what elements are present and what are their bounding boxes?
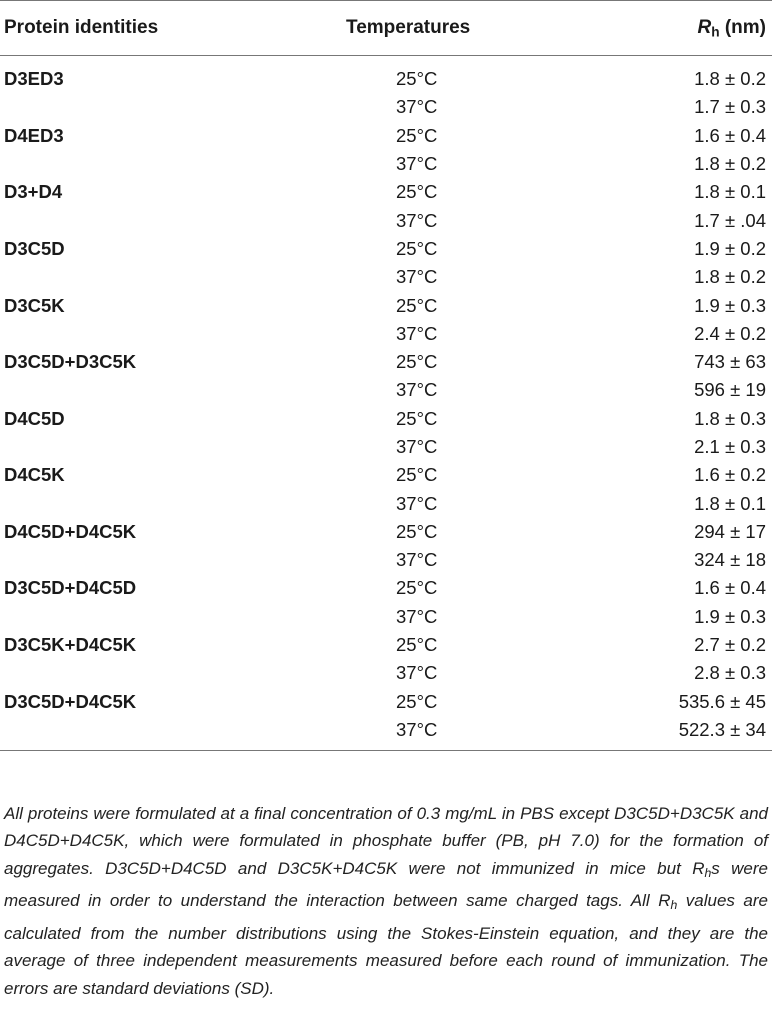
cell-protein: D3+D4	[4, 181, 63, 203]
cell-rh: 1.6 ± 0.4	[694, 577, 766, 599]
cell-temperature: 37°C	[396, 266, 438, 288]
footnote-rh-symbol-1: R	[692, 858, 705, 878]
cell-temperature: 37°C	[396, 436, 438, 457]
cell-rh: 1.9 ± 0.3	[694, 605, 766, 627]
cell-rh: 1.6 ± 0.2	[694, 464, 766, 486]
rh-subscript: h	[711, 24, 720, 40]
cell-temperature: 25°C	[396, 237, 438, 259]
table-row	[0, 178, 772, 206]
rh-symbol: R	[697, 16, 712, 38]
cell-rh: 2.4 ± 0.2	[694, 322, 766, 344]
cell-rh: 1.8 ± 0.1	[694, 492, 766, 514]
footnote-text-2: s were measured in order to understand the interaction between same charged tags. All	[4, 858, 768, 911]
table-row	[0, 574, 772, 602]
cell-rh: 1.7 ± 0.3	[694, 96, 766, 118]
header-rh	[548, 17, 772, 39]
table-row	[0, 206, 772, 234]
header-temperature: Temperatures	[346, 17, 471, 38]
cell-rh: 2.7 ± 0.2	[694, 634, 766, 656]
cell-rh: 2.1 ± 0.3	[694, 436, 766, 457]
table-row	[0, 150, 772, 178]
footnote-rh-sub-1: h	[704, 865, 712, 880]
cell-rh: 535.6 ± 45	[678, 690, 766, 712]
cell-temperature: 25°C	[396, 294, 438, 316]
bottom-rule	[0, 750, 772, 751]
table-row	[0, 65, 772, 93]
footnote-text-1: All proteins were formulated at a final concentration of 0.3 mg/mL in PBS except D3C5D+D3C5K and D4C5D+D4C5K, which were formulated in phosphate buffer (PB, pH 7.0) for the formation of aggregates. D3C5D+D4C5D and D3C5K+D4C5K were not immunized in mice but	[4, 804, 768, 878]
cell-protein: D3ED3	[4, 68, 64, 90]
cell-temperature: 25°C	[396, 407, 438, 429]
cell-protein: D3C5D+D4C5D	[4, 577, 137, 599]
table-row	[0, 518, 772, 546]
cell-rh: 294 ± 17	[694, 520, 766, 542]
cell-rh: 1.8 ± 0.1	[694, 181, 766, 203]
cell-rh: 1.8 ± 0.2	[694, 266, 766, 288]
table-row	[0, 320, 772, 348]
table-row	[0, 376, 772, 404]
cell-temperature: 25°C	[396, 351, 438, 373]
table-row	[0, 631, 772, 659]
table-row	[0, 291, 772, 319]
cell-protein: D3C5K+D4C5K	[4, 634, 137, 656]
cell-rh: 522.3 ± 34	[678, 718, 766, 740]
cell-rh: 1.7 ± .04	[694, 209, 766, 231]
cell-temperature: 37°C	[396, 662, 438, 684]
table-row	[0, 688, 772, 716]
cell-temperature: 37°C	[396, 153, 438, 175]
cell-temperature: 37°C	[396, 605, 438, 627]
table-row	[0, 405, 772, 433]
table-body	[0, 56, 772, 744]
table-row	[0, 93, 772, 121]
cell-rh: 1.6 ± 0.4	[694, 124, 766, 146]
header-protein: Protein identities	[4, 17, 159, 38]
table-header	[0, 1, 772, 55]
cell-protein: D3C5D	[4, 237, 65, 259]
table-row	[0, 603, 772, 631]
cell-protein: D4C5D	[4, 407, 65, 429]
cell-protein: D4C5D+D4C5K	[4, 520, 137, 542]
cell-temperature: 37°C	[396, 322, 438, 344]
cell-rh: 324 ± 18	[694, 549, 766, 571]
cell-protein: D3C5D+D3C5K	[4, 351, 137, 373]
cell-temperature: 37°C	[396, 209, 438, 231]
table-footnote	[4, 800, 768, 1002]
cell-protein: D3C5K	[4, 294, 65, 316]
cell-protein: D4ED3	[4, 124, 64, 146]
cell-temperature: 37°C	[396, 549, 438, 571]
table-row	[0, 716, 772, 744]
rh-unit: (nm)	[719, 16, 766, 38]
cell-rh: 1.9 ± 0.3	[694, 294, 766, 316]
cell-temperature: 37°C	[396, 718, 438, 740]
table-row	[0, 235, 772, 263]
table-row	[0, 348, 772, 376]
cell-temperature: 25°C	[396, 464, 438, 486]
table-row	[0, 122, 772, 150]
footnote-rh-sub-2: h	[670, 898, 678, 913]
cell-temperature: 37°C	[396, 379, 438, 401]
cell-rh: 743 ± 63	[694, 351, 766, 373]
table-row	[0, 461, 772, 489]
cell-temperature: 37°C	[396, 96, 438, 118]
cell-rh: 2.8 ± 0.3	[694, 662, 766, 684]
cell-temperature: 25°C	[396, 634, 438, 656]
footnote-rh-symbol-2: R	[658, 891, 671, 911]
cell-temperature: 25°C	[396, 124, 438, 146]
table-row	[0, 433, 772, 461]
cell-rh: 1.8 ± 0.3	[694, 407, 766, 429]
cell-temperature: 25°C	[396, 690, 438, 712]
table-row	[0, 659, 772, 687]
cell-protein: D4C5K	[4, 464, 65, 486]
table-row	[0, 546, 772, 574]
cell-rh: 1.8 ± 0.2	[694, 68, 766, 90]
cell-temperature: 25°C	[396, 520, 438, 542]
cell-temperature: 25°C	[396, 577, 438, 599]
cell-temperature: 25°C	[396, 181, 438, 203]
cell-rh: 1.8 ± 0.2	[694, 153, 766, 175]
cell-temperature: 25°C	[396, 68, 438, 90]
cell-temperature: 37°C	[396, 492, 438, 514]
table-row	[0, 489, 772, 517]
table-row	[0, 263, 772, 291]
cell-rh: 596 ± 19	[694, 379, 766, 401]
cell-protein: D3C5D+D4C5K	[4, 690, 137, 712]
cell-rh: 1.9 ± 0.2	[694, 237, 766, 259]
footnote-text-3: values are calculated from the number distributions using the Stokes-Einstein equation, and they are the average of three independent measurements measured before each round of immunization. The errors are standard deviations (SD).	[4, 891, 768, 998]
